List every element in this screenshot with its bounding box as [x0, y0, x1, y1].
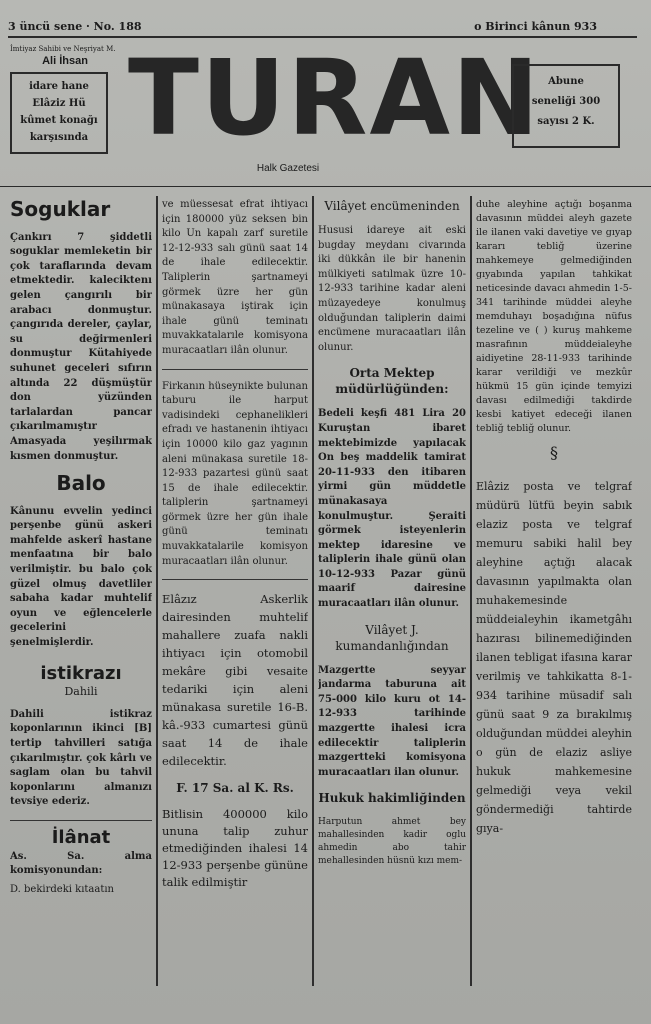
office-line: kûmet konağı	[20, 115, 98, 126]
ad-bitlis-flour: Bitlisin 400000 kilo ununa talip zuhur etmediğinden ihalesi 14 12-933 perşenbe gününe talik edilmiştir	[162, 807, 308, 890]
ad-property-auction: Hususi idareye ait eski bugday meydanı civarında iki dükkân ile bir hanenin mülkiyeti satılmak üzre 10-12-933 tarihine kadar aleni müzayedeye konulmuş olduğundan taliplerin daimi encümene muracaatları ilân olunur.	[318, 225, 466, 353]
headline-istikrazi: istikrazı	[40, 662, 122, 684]
column-4	[476, 198, 632, 988]
owner-name: Ali İhsan	[42, 55, 88, 67]
office-line: idare hane	[29, 81, 89, 92]
issue-date: o Birinci kânun 933	[474, 20, 597, 33]
ad-commission-text: D. bekirdeki kıtaatın	[10, 883, 114, 895]
headline-vilayet-encumeni: Vilâyet encümeninden	[324, 199, 460, 213]
headline-jandarma: Vilâyet J. kumandanlığından	[335, 622, 449, 653]
subscription-line: Abune	[548, 76, 584, 87]
ad-signature: F. 17 Sa. al K. Rs.	[176, 781, 294, 796]
ad-school-repair: Bedeli keşfi 481 Lira 20 Kuruştan ibaret mektebimizde yapılacak On beş maddelik tamirat 20-11-933 den itibaren yirmi gün müddetle münakasaya konulmuştur. Şeraiti görmek isteyenlerin mektep idaresine ve taliplerin ihale günü olan 10-12-933 Pazar günü maarif dairesine muracaatları ilân olunur.	[318, 408, 466, 610]
headline-dahili: Dahili	[64, 685, 98, 699]
office-line: Elâziz Hü	[32, 98, 86, 109]
court-notice-postal: Elâziz posta ve telgraf müdürü lütfü beyin sabık elaziz posta ve telgraf memuru sabiki halil bey aleyhine açtığı alacak davasının yapılmakta olan muhakemesinde müddeialeyhin ikametgâhı hazırası bilinemediğinden ilanen tebligat ifasına karar verilmiş ve tahkikatta 8-1-934 tarihine müsadif salı günü saat 9 za bırakılmış olduğundan müddei aleyhin o gün de elaziz asliye hukuk mahkemesine gelmediği veya vekil göndermediği tahtirde gıya-	[476, 479, 632, 835]
section-divider	[10, 820, 152, 821]
article-soguklar: Çankırı 7 şiddetli soguklar memleketin bir çok taraflarında devam etmektedir. kaleciktenı gelen çangırılı bir arabacı donmuştur. çangırıda dereler, çaylar, su değirmenleri donmuştur Kütahiyede suhunet geceleri sıfırın altında 22 düşmüştür don yüzünden tarlalardan pancar çıkarılmamıştır Amasyada yeşilırmak kısmen donmuştur.	[10, 231, 152, 462]
subscription-line: sayısı 2 K.	[537, 116, 595, 127]
court-notice-continued: duhe aleyhine açtığı boşanma davasının müddei aleyh gazete ile ilanen vaki davetiye ve gıyap kararı tebliğ üzerine mahkemeye gelmediğinden gıyabında yapılan tahkikat neticesinde davacı ahmedin 1-5-341 tarihinde müddei aleyhe memduhayı boşadığına nüfus tezeline ve ( ) kuruş mahkeme masrafının müddeialeyhe aidiyetine 28-11-933 tarihinde karar verildiği ve mezkûr hükmü 15 gün içinde temyizi davası edilmediği takdirde kesbi katiyet edeceği ilanen tebliğ tebliğ olunur.	[476, 199, 632, 434]
masthead-rule	[0, 186, 651, 187]
ad-transport-tender: Elâzız Askerlik dairesinden muhtelif mahallere zuafa nakli ihtiyacı için otomobil mekâre gibi vesaite tedariki için aleni münakasa suretile 16-B. kâ.-933 cumartesi günü saat 14 de ihale edilecektir.	[162, 592, 308, 769]
column-divider	[312, 196, 314, 986]
column-divider	[156, 196, 158, 986]
ad-commission: As. Sa. alma komisyonundan:	[10, 850, 152, 877]
column-3	[318, 198, 466, 988]
subscription-line: seneliği 300	[531, 96, 601, 107]
headline-hukuk: Hukuk hakimliğinden	[318, 791, 466, 806]
owner-label: İmtiyaz Sahibi ve Neşriyat M.	[10, 45, 116, 53]
headline-orta-mektep: Orta Mektep müdürlüğünden:	[335, 366, 449, 397]
masthead-title: TURAN	[128, 37, 541, 159]
column-2	[162, 198, 308, 988]
section-sign: §	[550, 443, 558, 462]
subscription-box	[512, 64, 620, 148]
headline-ilanat: İlânat	[51, 826, 111, 848]
ad-flour-tender: ve müessesat efrat ihtiyacı için 180000 yüz seksen bin kilo Un kapalı zarf suretile 12-12-933 salı günü saat 14 de ihale edilecektir. Taliplerin şartnameyi görmek üzre her gün münakasaya iştirak için ihale günü teminatı muvakkatalarıle komisyona muracaatları ilân olunur.	[162, 199, 308, 356]
section-divider	[162, 579, 308, 580]
owner-block	[10, 45, 120, 67]
column-1	[10, 198, 152, 988]
headline-balo: Balo	[56, 471, 106, 496]
headline-soguklar: Soguklar	[10, 198, 111, 221]
office-line: karşısında	[29, 132, 89, 143]
masthead-subtitle: Halk Gazetesi	[256, 163, 320, 174]
ad-hay-tender: Mazgertte seyyar jandarma taburuna ait 75-000 kilo kuru ot 14-12-933 tarihinde mazgertte ihalesi icra edilecektir taliplerin mazgertteki komisyona muracaatları ilan olunur.	[318, 664, 466, 778]
column-divider	[470, 196, 472, 986]
office-address-box	[10, 72, 108, 154]
article-balo: Kânunu evvelin yedinci perşenbe günü askeri mahfelde askerî hastane menfaatına bir balo verilmiştir. bu balo çok güzel olmuş davetliler sabaha kadar muhtelif oyun ve eğlencelerle gecelerini şenelmişlerdir.	[10, 505, 152, 649]
ad-gas-tender: Firkanın hüseynikte bulunan taburu ile harput vadisindeki cephanelikleri efradı ve hastanenin ihtiyacı için 10000 kilo gaz yagının aleni münakasa suretile 18-12-933 pazartesi günü saat 15 de ihale edilecektir. taliplerin şartnameyi görmek üzre her gün ihale günü teminatı muvakkatalarile komisyon muracaatları ilân olunur.	[162, 380, 308, 567]
issue-number: 3 üncü sene · No. 188	[8, 20, 142, 33]
article-istikraz: Dahili istikraz koponlarının ikinci [B] tertip tahvilleri satığa çıkarılmıştır. çok kârlı ve saglam olan bu tahvil koponlarını almanızı tevsiye ederiz.	[10, 708, 152, 808]
section-divider	[162, 369, 308, 370]
court-notice-start: Harputun ahmet bey mahallesinden kadir oglu ahmedin abo tahir mehallesinden hüsnü kızı mem-	[318, 817, 466, 867]
